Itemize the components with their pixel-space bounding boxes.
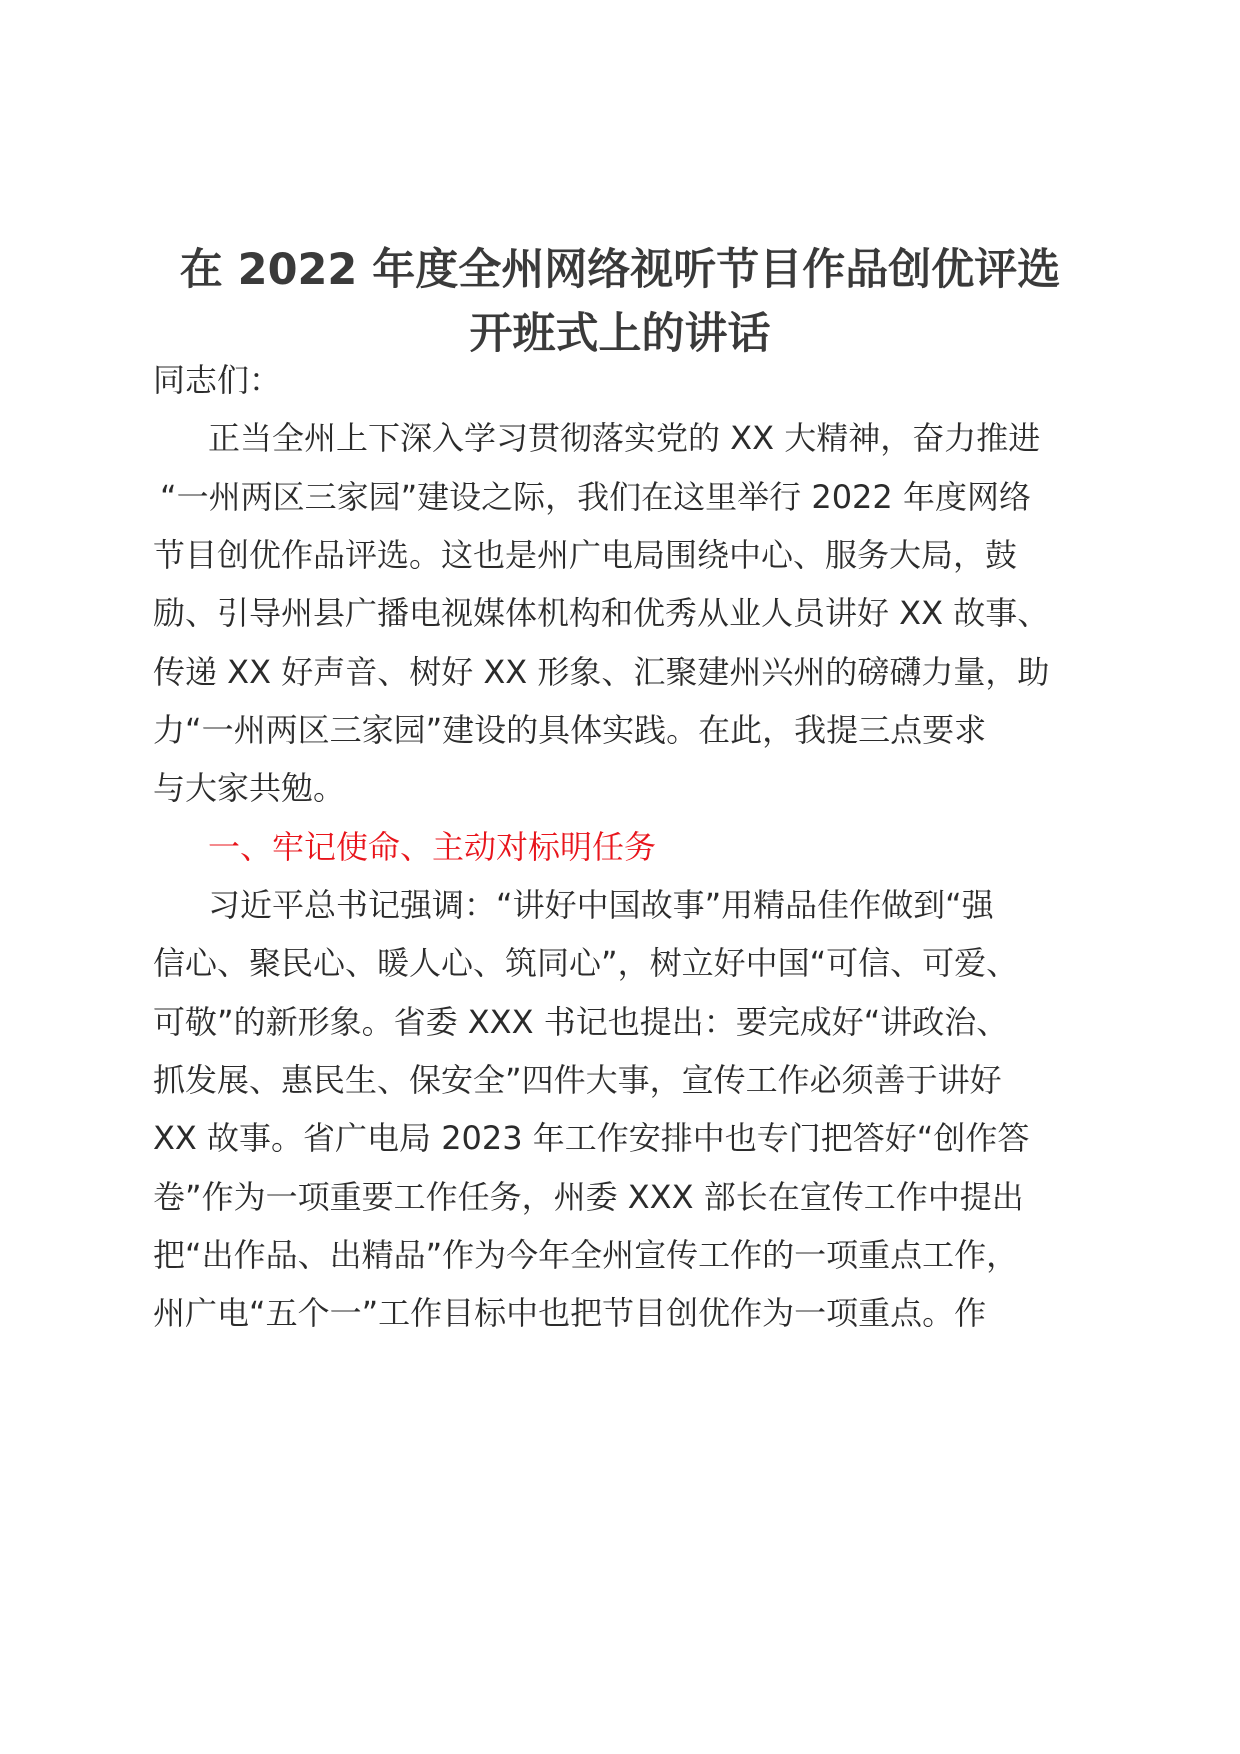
- paragraph-2-line: 可敬”的新形象。省委 XXX 书记也提出：要完成好“讲政治、: [153, 1003, 1009, 1041]
- document-title-line-2: 开班式上的讲话: [469, 309, 771, 359]
- paragraph-2-line: 习近平总书记强调：“讲好中国故事”用精品佳作做到“强: [208, 886, 994, 924]
- section-1-heading: 一、牢记使命、主动对标明任务: [208, 828, 657, 866]
- paragraph-2-line: 抓发展、惠民生、保安全”四件大事，宣传工作必须善于讲好: [153, 1061, 1002, 1099]
- document-title-line-1: 在 2022 年度全州网络视听节目作品创优评选: [179, 245, 1061, 295]
- paragraph-2-line: 州广电“五个一”工作目标中也把节目创优作为一项重点。作: [153, 1294, 987, 1332]
- paragraph-1-line: 节目创优作品评选。这也是州广电局围绕中心、服务大局，鼓: [153, 536, 1018, 574]
- paragraph-1-line: 正当全州上下深入学习贯彻落实党的 XX 大精神，奋力推进: [208, 419, 1041, 457]
- paragraph-1-line: “一州两区三家园”建设之际，我们在这里举行 2022 年度网络: [160, 478, 1031, 516]
- salutation: 同志们：: [153, 361, 282, 399]
- paragraph-2-line: 把“出作品、出精品”作为今年全州宣传工作的一项重点工作，: [153, 1236, 1019, 1274]
- paragraph-1-line: 传递 XX 好声音、树好 XX 形象、汇聚建州兴州的磅礴力量，助: [153, 653, 1050, 691]
- paragraph-2-line: 卷”作为一项重要工作任务，州委 XXX 部长在宣传工作中提出: [153, 1178, 1024, 1216]
- paragraph-1-line: 励、引导州县广播电视媒体机构和优秀从业人员讲好 XX 故事、: [153, 594, 1050, 632]
- paragraph-2-line: XX 故事。省广电局 2023 年工作安排中也专门把答好“创作答: [153, 1119, 1030, 1157]
- paragraph-1-line: 与大家共勉。: [153, 769, 346, 807]
- paragraph-2-line: 信心、聚民心、暖人心、筑同心”，树立好中国“可信、可爱、: [153, 944, 1019, 982]
- paragraph-1-line: 力“一州两区三家园”建设的具体实践。在此，我提三点要求: [153, 711, 987, 749]
